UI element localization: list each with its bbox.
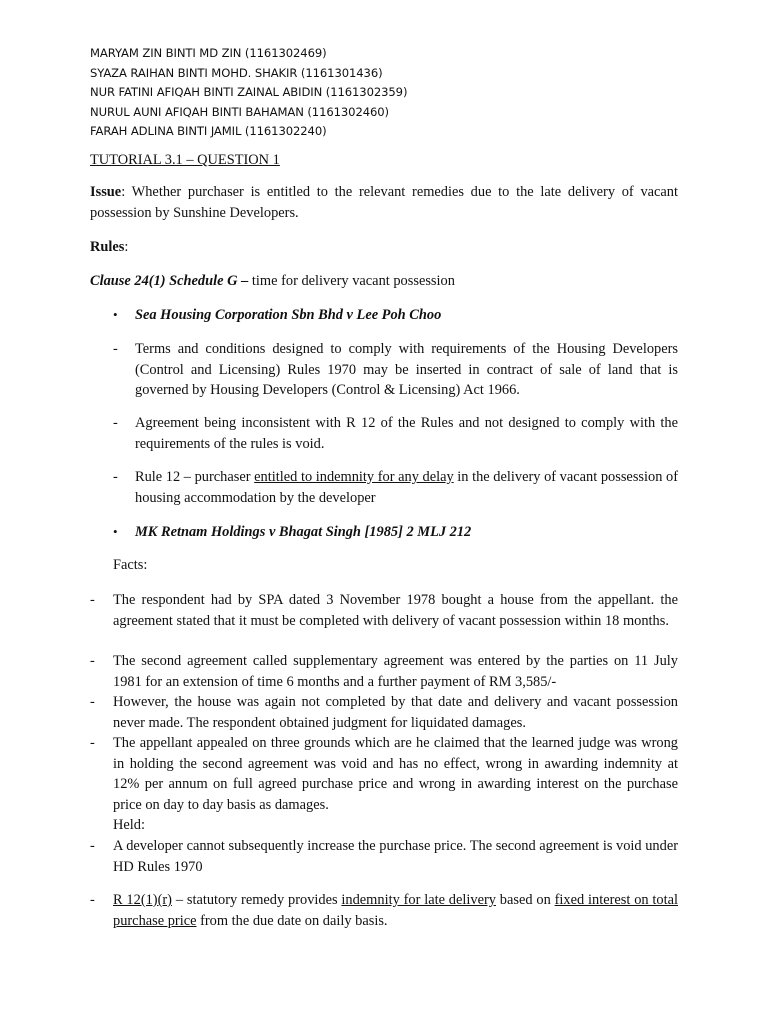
dash-marker: - — [113, 415, 118, 431]
r12-text: based on — [495, 892, 555, 908]
rule-12-text: in the delivery of vacant possession of housing accommodation by the developer — [135, 469, 679, 506]
author-name: FARAH ADLINA BINTI JAMIL (1161302240) — [90, 124, 327, 139]
fact-item: However, the house was again not completed by that date and delivery and vacant possession never made. The respondent obtained judgment for liquidated damages. — [113, 694, 678, 731]
r12-text: from the due date on daily basis. — [196, 912, 388, 929]
fact-item: The appellant appealed on three grounds which are he claimed that the learned judge was wrong in holding the second agreement was void and has no effect, wrong in awarding indemnity at 12% per annum on full agreed purchase price and wrong in awarding interest on the purchase price on day to day basis as damages. — [113, 735, 678, 813]
fact-item: The respondent had by SPA dated 3 November 1978 bought a house from the appellant. the agreement stated that it must be completed with delivery of vacant possession within 18 months. — [113, 592, 678, 629]
author-name: SYAZA RAIHAN BINTI MOHD. SHAKIR (1161301436) — [90, 65, 383, 80]
dash-marker: - — [90, 592, 95, 608]
dash-marker: - — [90, 735, 95, 751]
case-name: MK Retnam Holdings v Bhagat Singh [1985] 2 MLJ 212 — [135, 524, 472, 540]
rule-12-text: Rule 12 – purchaser — [135, 469, 255, 485]
rule-12-point — [135, 467, 678, 508]
dash-marker: - — [90, 892, 95, 908]
author-name: NUR FATINI AFIQAH BINTI ZAINAL ABIDIN (1161302359) — [90, 85, 408, 100]
issue-text: : Whether purchaser is entitled to the relevant remedies due to the late delivery of vacant possession by Sunshine Developers. — [90, 184, 678, 221]
case-point: Terms and conditions designed to comply with requirements of the Housing Developers (Control and Licensing) Rules 1970 may be inserted in contract of sale of land that is governed by Housing Developers (Control & Licensing) Act 1966. — [135, 341, 678, 398]
r12-underlined: fixed interest on total purchase price — [113, 892, 678, 929]
r12-underlined: indemnity for late delivery — [341, 892, 496, 908]
held-item: A developer cannot subsequently increase the purchase price. The second agreement is void under HD Rules 1970 — [113, 838, 678, 875]
r12-point — [113, 890, 678, 931]
facts-label: Facts: — [113, 557, 148, 573]
author-name: MARYAM ZIN BINTI MD ZIN (1161302469) — [90, 46, 327, 60]
dash-marker: - — [90, 838, 95, 854]
author-name: NURUL AUNI AFIQAH BINTI BAHAMAN (1161302460) — [90, 104, 389, 119]
dash-marker: - — [113, 469, 118, 485]
rule-12-underlined: entitled to indemnity for any delay — [254, 469, 454, 485]
rules-colon: : — [124, 239, 129, 255]
bullet-icon: • — [113, 524, 118, 539]
clause-line — [90, 271, 678, 292]
r12-underlined: R 12(1)(r) — [113, 892, 172, 908]
clause-text: time for delivery vacant possession — [248, 273, 455, 289]
issue-paragraph — [90, 182, 678, 223]
held-label: Held: — [113, 817, 145, 833]
rules-heading — [90, 237, 678, 258]
r12-text: – statutory remedy provides — [171, 892, 342, 908]
dash-marker: - — [113, 341, 118, 357]
dash-marker: - — [90, 653, 95, 669]
rules-label: Rules — [90, 239, 125, 255]
dash-marker: - — [90, 694, 95, 710]
clause-label: Clause 24(1) Schedule G – — [90, 273, 249, 289]
fact-item: The second agreement called supplementary agreement was entered by the parties on 11 July 1981 for an extension of time 6 months and a further payment of RM 3,585/- — [113, 653, 678, 690]
author-list — [90, 44, 407, 142]
bullet-icon: • — [113, 307, 118, 322]
page-title: TUTORIAL 3.1 – QUESTION 1 — [90, 152, 280, 168]
case-point: Agreement being inconsistent with R 12 of the Rules and not designed to comply with the requirements of the rules is void. — [135, 415, 678, 452]
issue-label: Issue — [90, 184, 122, 200]
case-name: Sea Housing Corporation Sbn Bhd v Lee Poh Choo — [135, 307, 442, 323]
